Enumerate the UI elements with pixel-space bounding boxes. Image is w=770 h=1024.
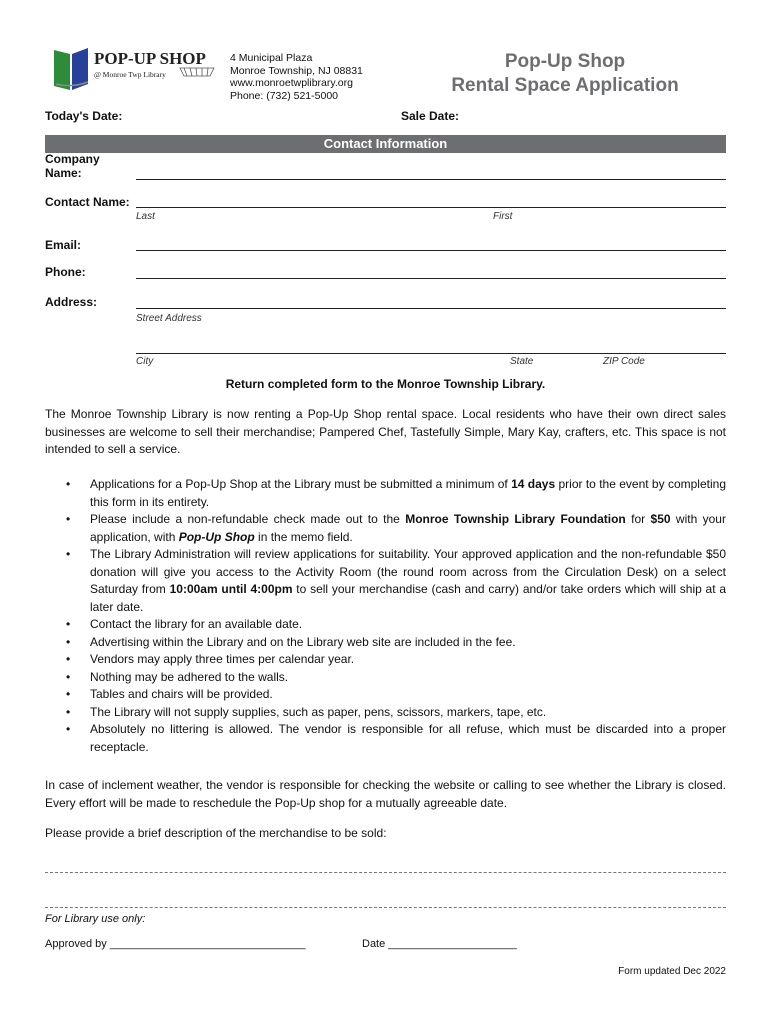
company-name-label: Company Name:: [45, 152, 100, 180]
merchandise-prompt: Please provide a brief description of the merchandise to be sold:: [45, 826, 387, 840]
address-line: Monroe Township, NJ 08831: [230, 64, 363, 77]
city-state-zip-field[interactable]: [136, 353, 726, 354]
sale-date-label: Sale Date:: [401, 109, 460, 123]
library-use-label: For Library use only:: [45, 913, 146, 925]
state-caption: State: [510, 356, 534, 367]
email-label: Email:: [45, 238, 82, 252]
form-title: [440, 50, 690, 98]
list-item: • Vendors may apply three times per calendar year.: [90, 651, 726, 669]
book-logo-icon: [52, 44, 222, 94]
city-caption: City: [136, 356, 154, 367]
street-address-caption: Street Address: [136, 313, 202, 324]
company-name-field[interactable]: [136, 179, 726, 180]
contact-name-label: Contact Name:: [45, 195, 130, 209]
contact-information-header: Contact Information: [45, 135, 726, 153]
list-item: • Applications for a Pop-Up Shop at the Library must be submitted a minimum of 14 days prior to the event by completing this form in its entirety.: [90, 476, 726, 511]
address-line: 4 Municipal Plaza: [230, 52, 313, 64]
weather-paragraph: In case of inclement weather, the vendor is responsible for checking the website or calling to see whether the Library is closed. Every effort will be made to reschedule the Pop-Up shop for a mutually agreeable date.: [45, 778, 726, 810]
list-item: • The Library will not supply supplies, such as paper, pens, scissors, markers, tape, etc.: [90, 704, 726, 722]
list-item: • Please include a non-refundable check made out to the Monroe Township Library Foundation for $50 with your application, with Pop-Up Shop in the memo field.: [90, 511, 726, 546]
title-line-1: Pop-Up Shop: [504, 51, 626, 72]
street-address-field[interactable]: [136, 308, 726, 309]
list-item: • Tables and chairs will be provided.: [90, 686, 726, 704]
email-field[interactable]: [136, 250, 726, 251]
title-line-2: Rental Space Application: [451, 75, 679, 96]
approval-date-field[interactable]: Date _____________________: [362, 938, 517, 950]
last-name-caption: Last: [136, 211, 155, 222]
zip-caption: ZIP Code: [603, 356, 645, 367]
merchandise-line-1[interactable]: [45, 872, 726, 873]
intro-paragraph: The Monroe Township Library is now renting a Pop-Up Shop rental space. Local residents who have their own direct sales businesses are welcome to sell their merchandise; Pampered Chef, Tastefully Simple, Mary Kay, crafters, etc. This space is not intended to sell a service.: [45, 407, 726, 456]
return-note: Return completed form to the Monroe Township Library.: [225, 377, 546, 391]
phone-label: Phone:: [45, 265, 86, 279]
approved-by-field[interactable]: Approved by ________________________________: [45, 938, 306, 950]
form-updated-note: Form updated Dec 2022: [618, 966, 726, 977]
pop-up-shop-logo: [52, 44, 222, 94]
phone-number: Phone: (732) 521-5000: [230, 89, 338, 102]
first-name-caption: First: [493, 211, 513, 222]
address-label: Address:: [45, 295, 98, 309]
logo-name: POP-UP SHOP: [94, 49, 206, 68]
todays-date-label: Today's Date:: [45, 109, 123, 123]
library-address: [230, 52, 363, 102]
logo-sub: @ Monroe Twp Library: [94, 70, 166, 79]
phone-field[interactable]: [136, 278, 726, 279]
merchandise-line-2[interactable]: [45, 907, 726, 908]
list-item: • Advertising within the Library and on the Library web site are included in the fee.: [90, 634, 726, 652]
website[interactable]: www.monroetwplibrary.org: [230, 77, 353, 89]
list-item: • The Library Administration will review applications for suitability. Your approved application and the non-refundable $50 donation will give you access to the Activity Room (the round room across from the Circulation Desk) on a select Saturday from 10:00am until 4:00pm to sell your merchandise (cash and carry) and/or take orders which will ship at a later date.: [90, 546, 726, 616]
list-item: • Contact the library for an available date.: [90, 616, 726, 634]
list-item: • Nothing may be adhered to the walls.: [90, 669, 726, 687]
list-item: • Absolutely no littering is allowed. The vendor is responsible for all refuse, which must be discarded into a proper receptacle.: [90, 721, 726, 756]
contact-name-field[interactable]: [136, 207, 726, 208]
rules-list: [45, 476, 726, 756]
